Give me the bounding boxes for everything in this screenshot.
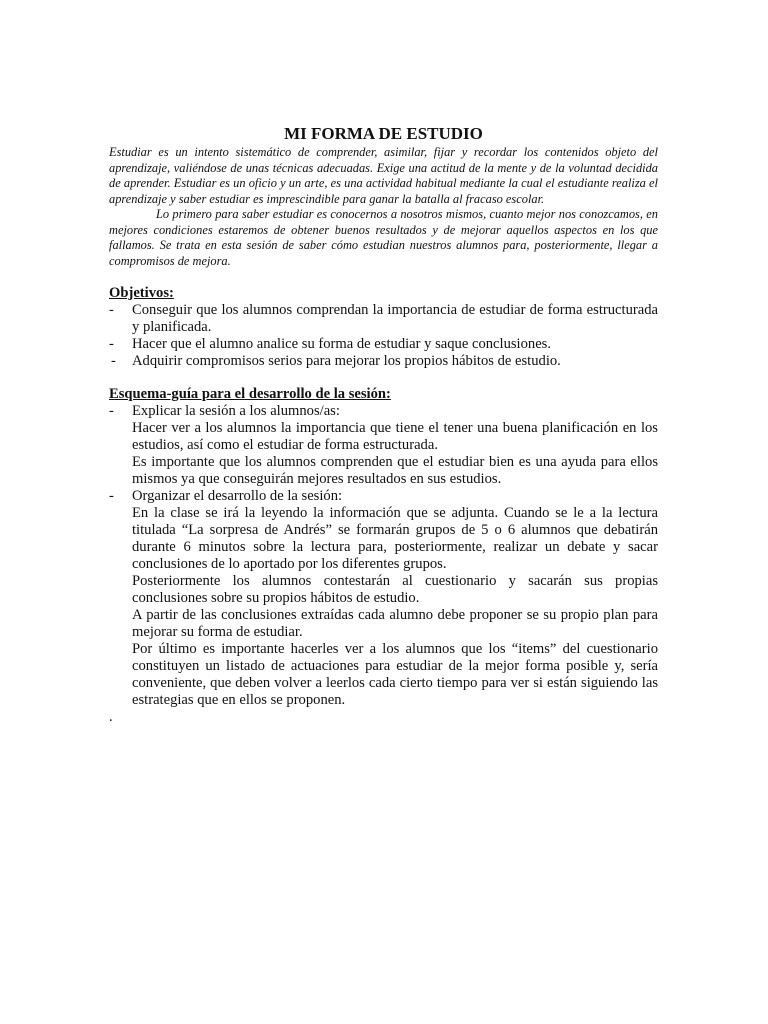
step-paragraph: A partir de las conclusiones extraídas cada alumno debe proponer se su propio plan para mejorar su forma de estudiar. [132, 607, 658, 640]
step-paragraph: Es importante que los alumnos comprenden que el estudiar bien es una ayuda para ellos mismos ya que conseguirán mejores resultados en sus estudios. [132, 454, 658, 487]
document-body [109, 124, 658, 741]
dash-bullet: - [111, 353, 116, 369]
list-item [109, 353, 658, 370]
step-paragraph: En la clase se irá la leyendo la información que se adjunta. Cuando se le a la lectura titulada “La sorpresa de Andrés” se formarán grupos de 5 o 6 alumnos que debatirán durante 6 minutos sobre la lectura para, posteriormente, realizar un debate y sacar conclusiones de lo aportado por los diferentes grupos. [132, 505, 658, 572]
intro-paragraph-2: Lo primero para saber estudiar es conocernos a nosotros mismos, cuanto mejor nos conozcamos, en mejores condiciones estaremos de obtener buenos resultados y de mejorar aquellos aspectos en los que fallamos. Se trata en esta sesión de saber cómo estudian nuestros alumnos para, posteriormente, llegar a compromisos de mejora. [109, 207, 658, 268]
page-title: MI FORMA DE ESTUDIO [284, 124, 483, 143]
objectives-section [109, 285, 658, 370]
list-item [109, 336, 658, 353]
objective-text: Conseguir que los alumnos comprendan la importancia de estudiar de forma estructurada y planificada. [132, 302, 658, 335]
dash-bullet: - [109, 302, 114, 318]
objective-text: Adquirir compromisos serios para mejorar los propios hábitos de estudio. [132, 353, 561, 369]
step-label: Organizar el desarrollo de la sesión: [132, 488, 343, 504]
guide-heading: Esquema-guía para el desarrollo de la sesión: [109, 386, 391, 402]
step-paragraph: Por último es importante hacerles ver a los alumnos que los “items” del cuestionario constituyen un listado de actuaciones para estudiar de la mejor forma posible y, sería conveniente, que deben volver a leerlos cada cierto tiempo para ver si están siguiendo las estrategias que en ellos se proponen. [132, 641, 658, 708]
dash-bullet: - [109, 403, 114, 419]
trailing-mark: . [109, 709, 113, 725]
guide-section [109, 386, 658, 726]
guide-steps-list [109, 403, 658, 709]
intro-paragraph-1: Estudiar es un intento sistemático de comprender, asimilar, fijar y recordar los contenidos objeto del aprendizaje, valiéndose de unas técnicas adecuadas. Exige una actitud de la mente y de la voluntad decidida de aprender. Estudiar es un oficio y un arte, es una actividad habitual mediante la cual el estudiante realiza el aprendizaje y saber estudiar es imprescindible para ganar la batalla al fracaso escolar. [109, 145, 658, 206]
objectives-list [109, 302, 658, 370]
step-label: Explicar la sesión a los alumnos/as: [132, 403, 340, 419]
step-paragraph: Posteriormente los alumnos contestarán al cuestionario y sacarán sus propias conclusiones sobre su propios hábitos de estudio. [132, 573, 658, 606]
step-paragraph: Hacer ver a los alumnos la importancia que tiene el tener una buena planificación en los estudios, así como el estudiar de forma estructurada. [132, 420, 658, 453]
list-item [109, 488, 658, 709]
dash-bullet: - [109, 488, 114, 504]
dash-bullet: - [109, 336, 114, 352]
list-item [109, 302, 658, 336]
objectives-heading: Objetivos: [109, 285, 174, 301]
list-item [109, 403, 658, 488]
objective-text: Hacer que el alumno analice su forma de estudiar y saque conclusiones. [132, 336, 552, 352]
